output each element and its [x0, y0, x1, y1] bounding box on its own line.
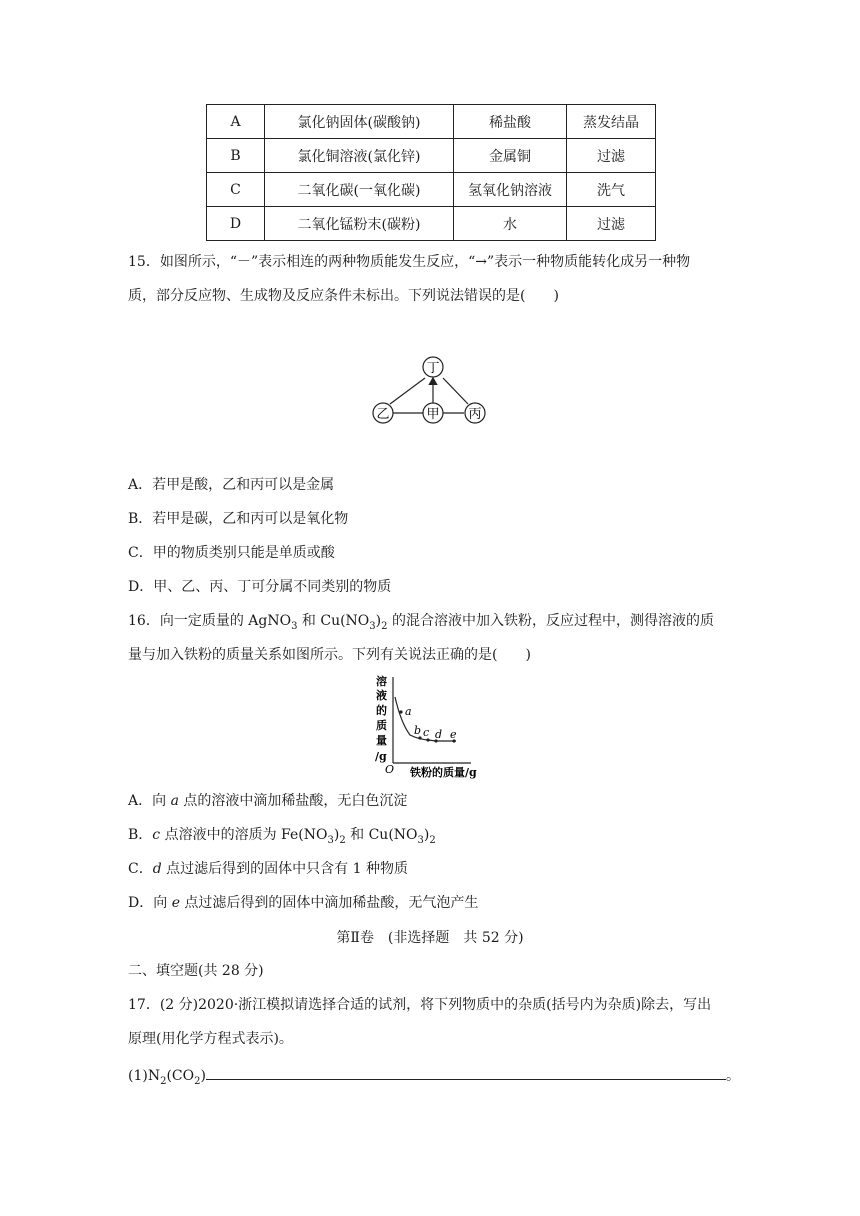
origin-label: O — [385, 763, 395, 776]
svg-text:溶: 溶 — [376, 675, 387, 688]
method-cell: 过滤 — [567, 139, 656, 173]
svg-text:的: 的 — [376, 704, 387, 717]
q16-stem-line1: 16．向一定质量的 AgNO$_3$ 和 $Cu(NO_3)_2$ 的混合溶液中加入铁粉，反应过程中，测得溶液的质 — [128, 613, 714, 632]
reagent-cell: 氢氧化钠溶液 — [454, 173, 567, 207]
reagent-cell: 水 — [454, 207, 567, 241]
row-label: B — [207, 139, 265, 173]
method-cell: 过滤 — [567, 207, 656, 241]
table-row — [207, 105, 656, 139]
x-axis-label: 铁粉的质量/g — [410, 766, 477, 779]
q16-option-d: D．向 e 点过滤后得到的固体中滴加稀盐酸，无气泡产生 — [128, 895, 479, 911]
row-label: A — [207, 105, 265, 139]
q17-stem-line1: 17．(2 分)2020·浙江模拟请选择合适的试剂，将下列物质中的杂质(括号内为杂质)除去，写出 — [128, 997, 712, 1013]
q16-option-b: B．c 点溶液中的溶质为 $Fe(NO_3)_2$ 和 $Cu(NO_3)_2$ — [128, 827, 436, 846]
q15-option-b: B．若甲是碳，乙和丙可以是氧化物 — [128, 511, 349, 527]
point-c-label: c — [423, 726, 430, 739]
q15-stem-line2: 质，部分反应物、生成物及反应条件未标出。下列说法错误的是( ) — [128, 288, 559, 304]
q17-stem-line2: 原理(用化学方程式表示)。 — [128, 1031, 293, 1047]
substance-cell: 氯化钠固体(碳酸钠) — [265, 105, 454, 139]
node-bing-label: 丙 — [468, 407, 482, 422]
svg-text:质: 质 — [376, 719, 387, 732]
point-d-label: d — [435, 728, 443, 741]
q16-option-c: C．d 点过滤后得到的固体中只含有 1 种物质 — [128, 861, 408, 877]
point-a — [399, 710, 402, 713]
node-ding-label: 丁 — [426, 361, 440, 376]
q16-stem-line2: 量与加入铁粉的质量关系如图所示。下列有关说法正确的是( ) — [128, 647, 531, 663]
q15-stem-line1: 15．如图所示，“－”表示相连的两种物质能发生反应，“→”表示一种物质能转化成另一种物 — [128, 254, 691, 270]
section-heading: 二、填空题(共 28 分) — [128, 963, 264, 979]
point-b-label: b — [414, 724, 422, 737]
q15-relation-diagram — [360, 345, 500, 435]
node-jia-label: 甲 — [426, 407, 440, 422]
separation-table — [206, 104, 656, 241]
substance-cell: 二氧化碳(一氧化碳) — [265, 173, 454, 207]
point-e-label: e — [450, 728, 457, 741]
q15-option-d: D．甲、乙、丙、丁可分属不同类别的物质 — [128, 579, 392, 595]
method-cell: 洗气 — [567, 173, 656, 207]
q15-option-c: C．甲的物质类别只能是单质或酸 — [128, 545, 335, 561]
q17-item-1: $(1)N_2(CO_2)$ 。 — [128, 1063, 740, 1086]
substance-cell: 氯化铜溶液(氯化锌) — [265, 139, 454, 173]
table-row — [207, 207, 656, 241]
y-axis-label — [375, 674, 387, 763]
edge-ding-yi — [390, 378, 425, 404]
reagent-cell: 稀盐酸 — [454, 105, 567, 139]
edge-ding-bing — [443, 378, 468, 404]
table-row — [207, 173, 656, 207]
svg-text:/g: /g — [375, 750, 387, 763]
substance-cell: 二氧化锰粉末(碳粉) — [265, 207, 454, 241]
row-label: D — [207, 207, 265, 241]
q16-mass-graph — [368, 673, 498, 783]
svg-text:液: 液 — [376, 689, 387, 702]
reagent-cell: 金属铜 — [454, 139, 567, 173]
q15-option-a: A．若甲是酸，乙和丙可以是金属 — [128, 477, 335, 493]
row-label: C — [207, 173, 265, 207]
point-a-label: a — [405, 705, 412, 718]
method-cell: 蒸发结晶 — [567, 105, 656, 139]
node-yi-label: 乙 — [376, 407, 390, 422]
section-title: 第Ⅱ卷 (非选择题 共 52 分) — [336, 930, 524, 946]
table-row — [207, 139, 656, 173]
svg-text:量: 量 — [376, 734, 387, 747]
q16-option-a: A．向 a 点的溶液中滴加稀盐酸，无白色沉淀 — [128, 793, 408, 809]
answer-blank[interactable] — [206, 1063, 726, 1080]
